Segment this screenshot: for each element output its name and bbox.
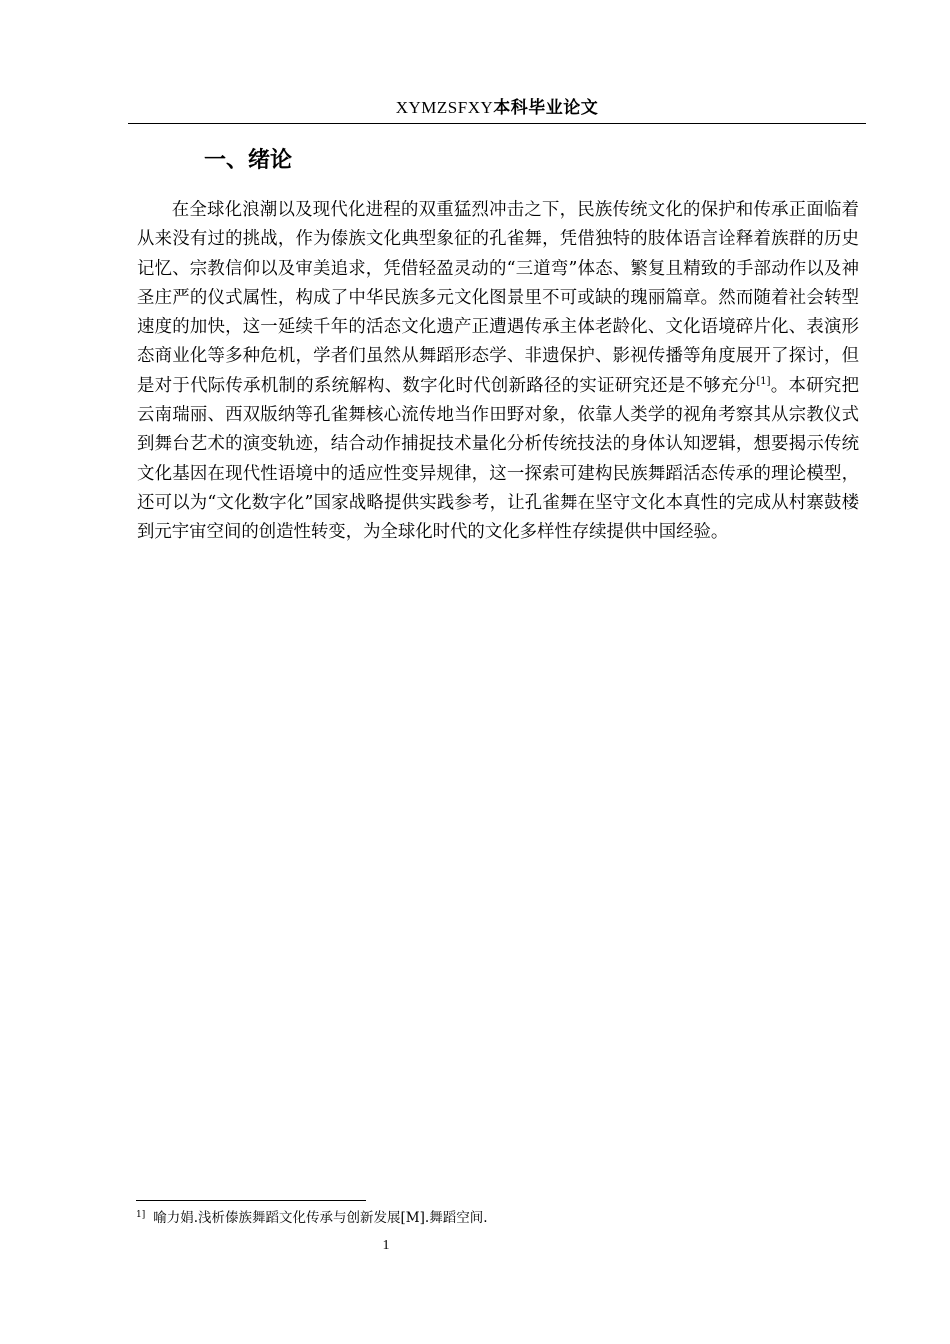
header-subtitle: 本科毕业论文: [493, 98, 599, 118]
body-paragraph: [137, 196, 859, 548]
footnote-text: 喻力娟.浅析傣族舞蹈文化传承与创新发展[M].舞蹈空间.: [153, 1210, 488, 1226]
header-title: [396, 96, 599, 120]
page-header: [128, 96, 866, 124]
section-heading: 一、绪论: [204, 148, 293, 173]
header-title-latin: XYMZSFXY: [395, 98, 494, 117]
paragraph-text-part1: 在全球化浪潮以及现代化进程的双重猛烈冲击之下，民族传统文化的保护和传承正面临着从来没有过的挑战，作为傣族文化典型象征的孔雀舞，凭借独特的肢体语言诠释着族群的历史记忆、宗教信仰以及审美追求，凭借轻盈灵动的“三道弯”体态、繁复且精致的手部动作以及神圣庄严的仪式属性，构成了中华民族多元文化图景里不可或缺的瑰丽篇章。然而随着社会转型速度的加快，这一延续千年的活态文化遗产正遭遇传承主体老龄化、文化语境碎片化、表演形态商业化等多种危机，学者们虽然从舞蹈形态学、非遗保护、影视传播等角度展开了探讨，但是对于代际传承机制的系统解构、数字化时代创新路径的实证研究还是不够充分: [137, 200, 859, 396]
footnote: [136, 1208, 487, 1228]
footnote-divider: [136, 1200, 366, 1201]
citation-marker[interactable]: [1]: [756, 375, 771, 387]
footnote-marker: 1]: [136, 1209, 146, 1220]
page-number: 1: [382, 1238, 390, 1253]
paragraph-text-part2: 。本研究把云南瑞丽、西双版纳等孔雀舞核心流传地当作田野对象，依靠人类学的视角考察其从宗教仪式到舞台艺术的演变轨迹，结合动作捕捉技术量化分析传统技法的身体认知逻辑，想要揭示传统文化基因在现代性语境中的适应性变异规律，这一探索可建构民族舞蹈活态传承的理论模型，还可以为“文化数字化”国家战略提供实践参考，让孔雀舞在坚守文化本真性的完成从村寨鼓楼到元宇宙空间的创造性转变，为全球化时代的文化多样性存续提供中国经验。: [137, 375, 859, 543]
